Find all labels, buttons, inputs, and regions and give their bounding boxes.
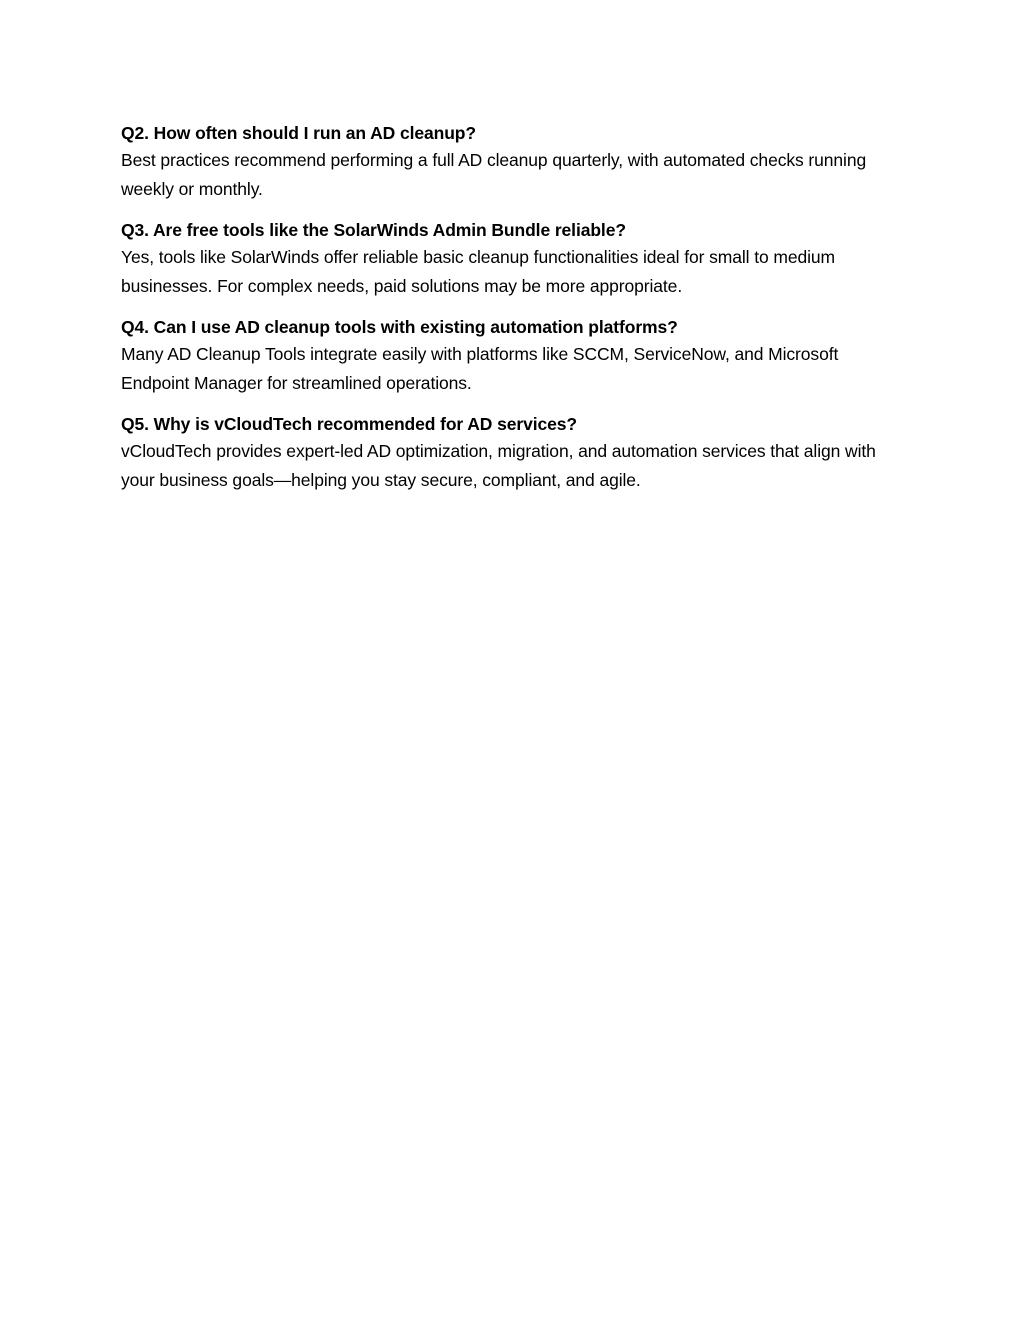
faq-question: Q4. Can I use AD cleanup tools with existing automation platforms?	[121, 317, 678, 337]
faq-item-q2	[121, 120, 911, 204]
faq-question: Q3. Are free tools like the SolarWinds Admin Bundle reliable?	[121, 220, 626, 240]
faq-item-q5	[121, 411, 911, 495]
faq-answer: Yes, tools like SolarWinds offer reliable basic cleanup functionalities ideal for small to medium businesses. For complex needs, paid solutions may be more appropriate.	[121, 247, 835, 296]
faq-answer: Many AD Cleanup Tools integrate easily with platforms like SCCM, ServiceNow, and Microsoft Endpoint Manager for streamlined operations.	[121, 344, 839, 393]
faq-item-q4	[121, 314, 911, 398]
faq-item-q3	[121, 217, 911, 301]
faq-question: Q5. Why is vCloudTech recommended for AD services?	[121, 414, 577, 434]
faq-answer: vCloudTech provides expert-led AD optimization, migration, and automation services that align with your business goals—helping you stay secure, compliant, and agile.	[121, 441, 876, 490]
faq-question: Q2. How often should I run an AD cleanup?	[121, 123, 476, 143]
faq-answer: Best practices recommend performing a full AD cleanup quarterly, with automated checks running weekly or monthly.	[121, 150, 867, 199]
faq-section	[121, 120, 911, 508]
